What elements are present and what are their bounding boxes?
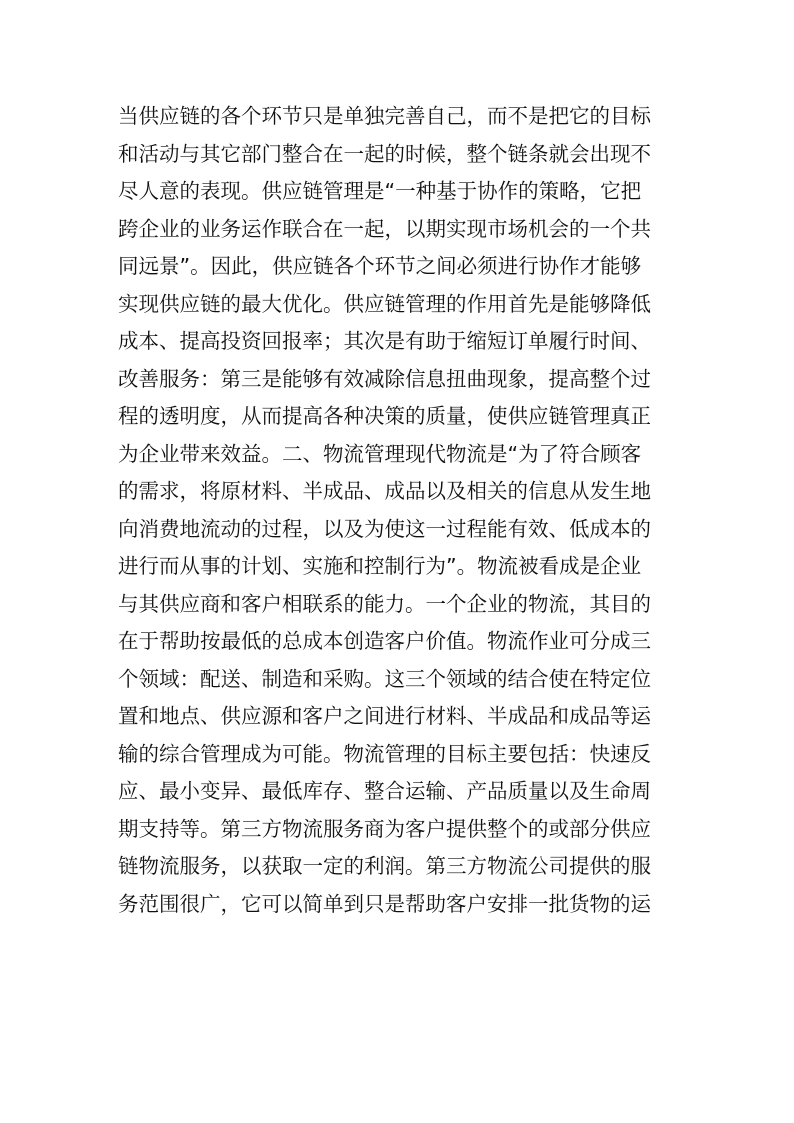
text-line: 的需求，将原材料、半成品、成品以及相关的信息从发生地 (118, 479, 651, 503)
text-line: 向消费地流动的过程，以及为使这一过程能有效、低成本的 (118, 516, 651, 541)
text-line: 同远景”。因此，供应链各个环节之间必须进行协作才能够 (118, 254, 642, 278)
text-line: 应、最小变异、最低库存、整合运输、产品质量以及生命周 (118, 779, 651, 803)
text-line: 当供应链的各个环节只是单独完善自己，而不是把它的目标 (118, 104, 651, 128)
text-line: 成本、提高投资回报率；其次是有助于缩短订单履行时间、 (118, 329, 651, 353)
text-line: 个领域：配送、制造和采购。这三个领域的结合使在特定位 (118, 666, 651, 691)
text-line: 与其供应商和客户相联系的能力。一个企业的物流，其目的 (118, 591, 651, 616)
text-line: 进行而从事的计划、实施和控制行为”。物流被看成是企业 (118, 554, 642, 578)
text-line: 实现供应链的最大优化。供应链管理的作用首先是能够降低 (118, 291, 651, 316)
text-line: 程的透明度，从而提高各种决策的质量，使供应链管理真正 (118, 404, 651, 428)
text-line: 务范围很广，它可以简单到只是帮助客户安排一批货物的运 (118, 891, 651, 916)
text-line: 和活动与其它部门整合在一起的时候，整个链条就会出现不 (118, 141, 651, 166)
text-line: 期支持等。第三方物流服务商为客户提供整个的或部分供应 (118, 816, 651, 841)
text-line: 链物流服务，以获取一定的利润。第三方物流公司提供的服 (118, 854, 651, 878)
text-line: 为企业带来效益。二、物流管理现代物流是“为了符合顾客 (118, 441, 642, 466)
text-line: 置和地点、供应源和客户之间进行材料、半成品和成品等运 (118, 704, 651, 728)
text-line: 输的综合管理成为可能。物流管理的目标主要包括：快速反 (118, 741, 651, 766)
body-paragraph (118, 98, 688, 923)
text-line: 改善服务：第三是能够有效减除信息扭曲现象，提高整个过 (118, 366, 651, 391)
text-line: 跨企业的业务运作联合在一起，以期实现市场机会的一个共 (118, 216, 651, 241)
text-line: 尽人意的表现。供应链管理是“一种基于协作的策略，它把 (118, 179, 642, 203)
text-line: 在于帮助按最低的总成本创造客户价值。物流作业可分成三 (118, 629, 651, 653)
